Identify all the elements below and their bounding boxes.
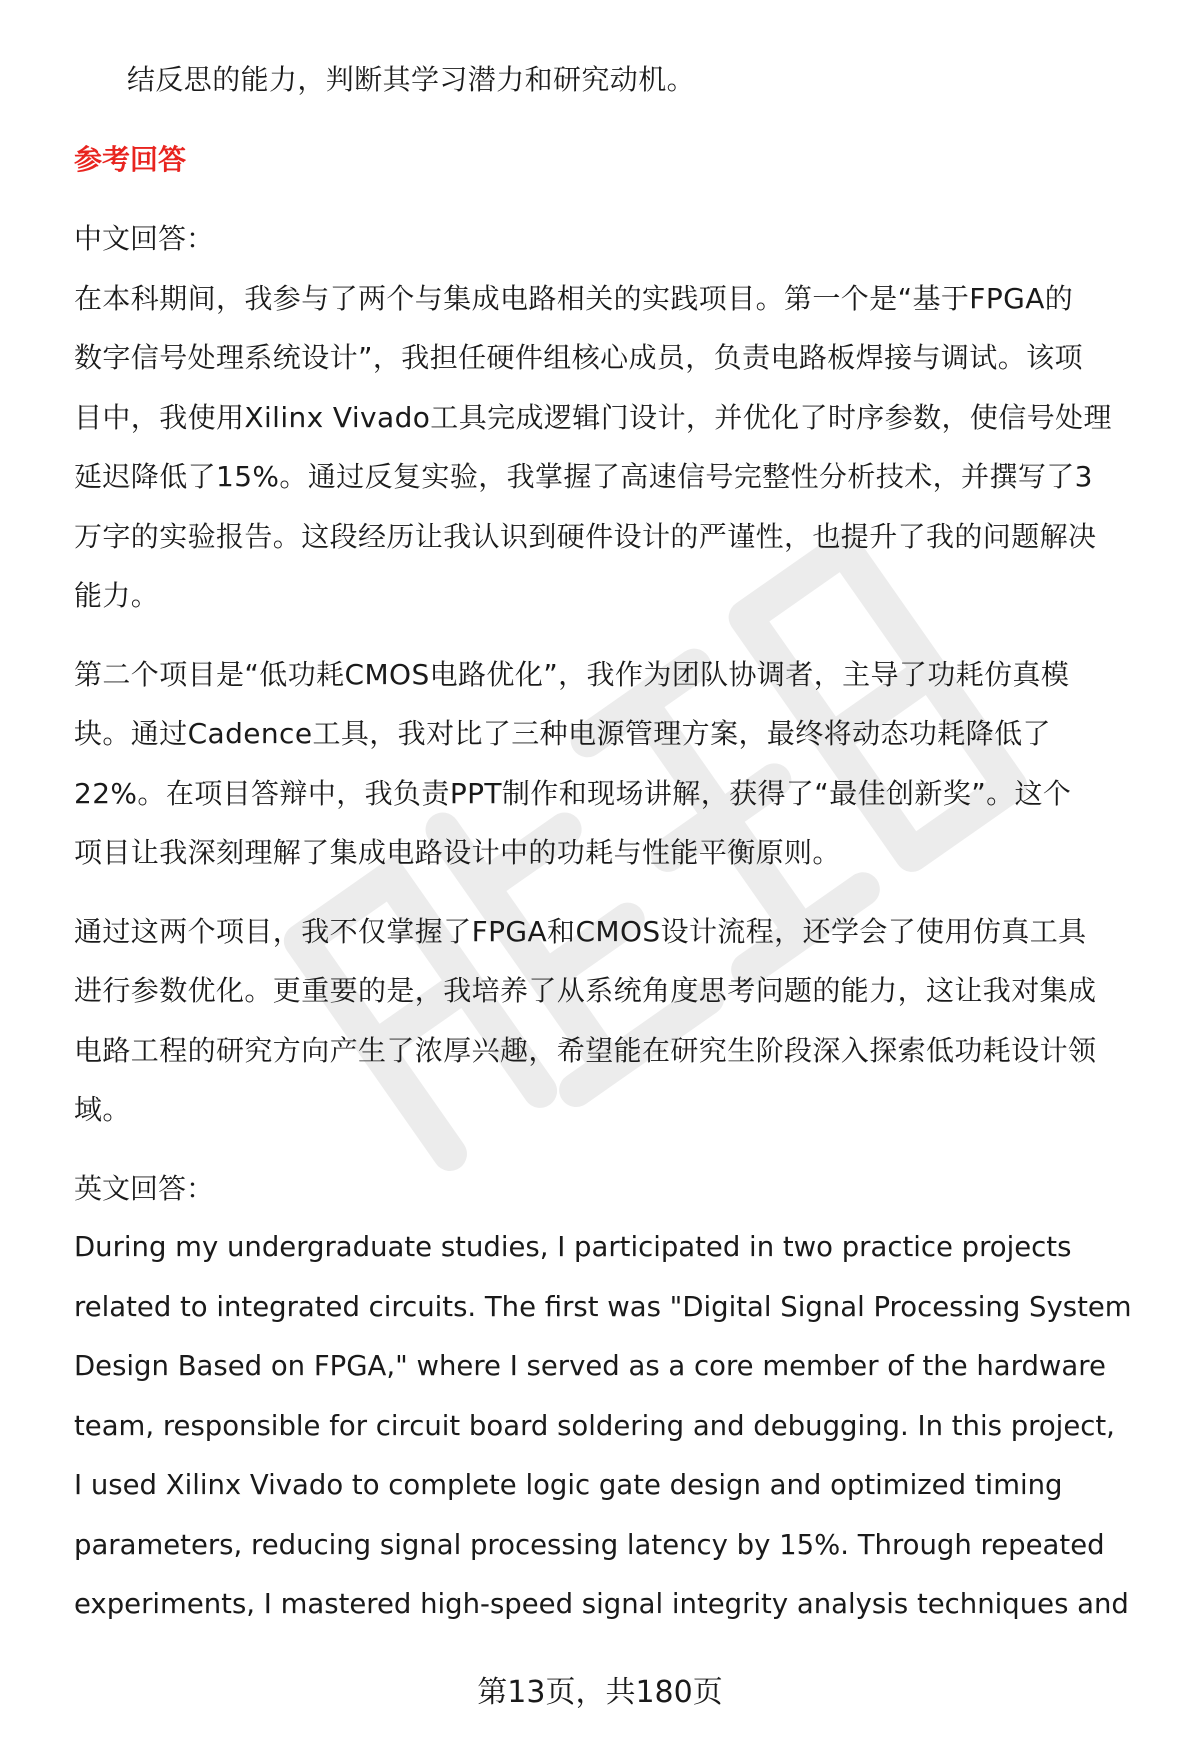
paragraph-line: related to integrated circuits. The first was "Digital Signal Processing System: [74, 1290, 1132, 1323]
paragraph-line: 通过这两个项目，我不仅掌握了FPGA和CMOS设计流程，还学会了使用仿真工具: [74, 914, 1087, 948]
english-answer-label: 英文回答：: [74, 1171, 215, 1205]
paragraph-line: 块。通过Cadence工具，我对比了三种电源管理方案，最终将动态功耗降低了: [74, 717, 1051, 750]
paragraph-line: 域。: [74, 1093, 131, 1126]
paragraph-line: I used Xilinx Vivado to complete logic gate design and optimized timing: [74, 1469, 1063, 1501]
paragraph-line: 在本科期间，我参与了两个与集成电路相关的实践项目。第一个是“基于FPGA的: [74, 281, 1074, 315]
chinese-paragraph-1: [74, 269, 1154, 626]
chinese-paragraph-2: [74, 645, 1154, 883]
paragraph-line: experiments, I mastered high-speed signal integrity analysis techniques and: [74, 1588, 1129, 1620]
intro-line: 结反思的能力，判断其学习潜力和研究动机。: [127, 63, 696, 96]
paragraph-line: 第二个项目是“低功耗CMOS电路优化”，我作为团队协调者，主导了功耗仿真模: [74, 657, 1070, 691]
paragraph-line: 电路工程的研究方向产生了浓厚兴趣，希望能在研究生阶段深入探索低功耗设计领: [74, 1033, 1097, 1067]
paragraph-line: 延迟降低了15%。通过反复实验，我掌握了高速信号完整性分析技术，并撰写了3: [74, 460, 1093, 493]
paragraph-line: 能力。: [74, 579, 160, 612]
chinese-paragraph-3: [74, 902, 1154, 1140]
paragraph-line: 数字信号处理系统设计”，我担任硬件组核心成员，负责电路板焊接与调试。该项: [74, 341, 1083, 374]
english-paragraph: [74, 1218, 1154, 1635]
chinese-answer-label: 中文回答：: [74, 222, 215, 255]
paragraph-line: 进行参数优化。更重要的是，我培养了从系统角度思考问题的能力，这让我对集成: [74, 974, 1097, 1007]
paragraph-line: During my undergraduate studies, I participated in two practice projects: [74, 1231, 1072, 1263]
section-title: 参考回答: [74, 142, 187, 176]
page-number: 第13页，共180页: [477, 1675, 723, 1710]
paragraph-line: 万字的实验报告。这段经历让我认识到硬件设计的严谨性，也提升了我的问题解决: [74, 519, 1097, 553]
paragraph-line: parameters, reducing signal processing latency by 15%. Through repeated: [74, 1528, 1105, 1561]
paragraph-line: 22%。在项目答辩中，我负责PPT制作和现场讲解，获得了“最佳创新奖”。这个: [74, 776, 1072, 810]
paragraph-line: team, responsible for circuit board soldering and debugging. In this project,: [74, 1409, 1115, 1442]
paragraph-line: 项目让我深刻理解了集成电路设计中的功耗与性能平衡原则。: [74, 836, 841, 869]
paragraph-line: Design Based on FPGA," where I served as a core member of the hardware: [74, 1350, 1106, 1382]
document-content: [74, 50, 1154, 1635]
paragraph-line: 目中，我使用Xilinx Vivado工具完成逻辑门设计，并优化了时序参数，使信号处理: [74, 400, 1112, 434]
